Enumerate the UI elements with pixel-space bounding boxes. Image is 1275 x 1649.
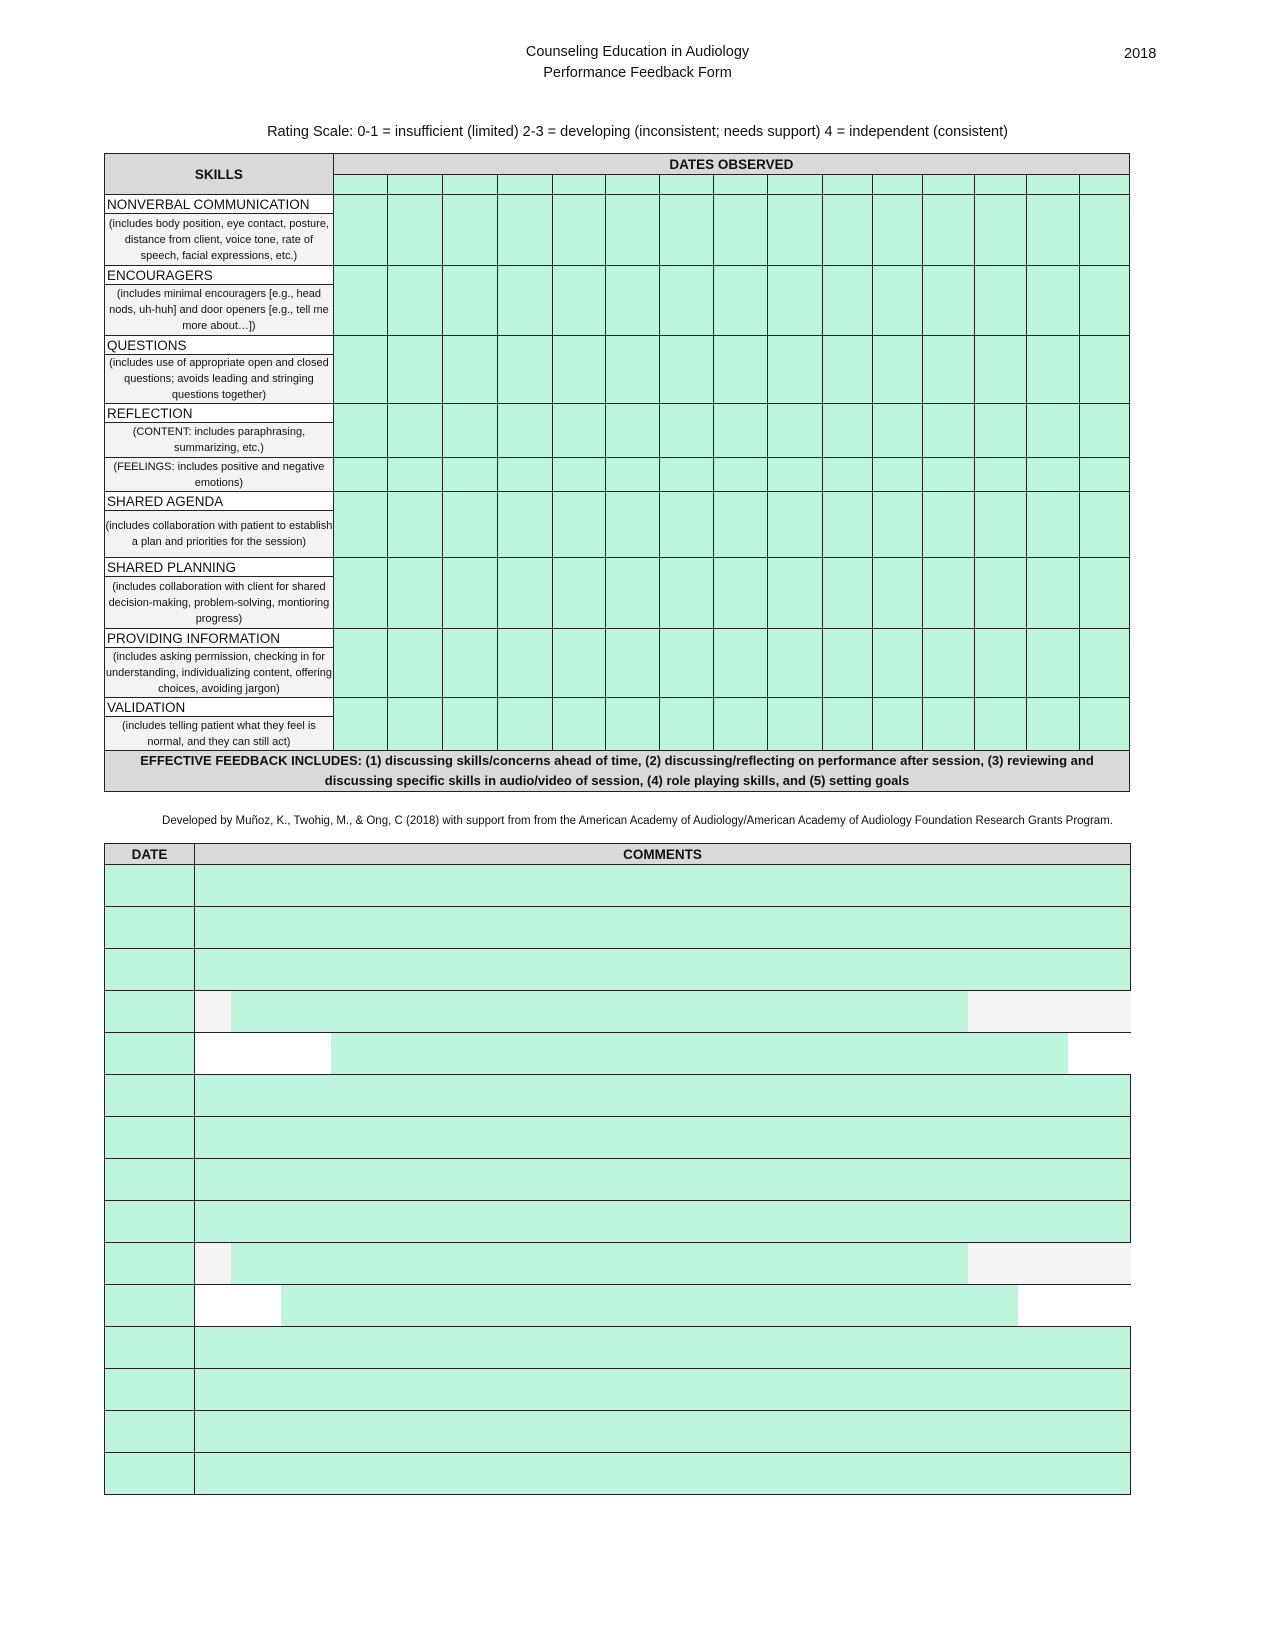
rating-cell[interactable] [975,336,1027,404]
comment-cell[interactable] [195,1033,1131,1075]
rating-cell[interactable] [923,698,975,751]
comment-cell[interactable] [195,1411,1131,1453]
rating-cell[interactable] [333,266,387,336]
rating-cell[interactable] [333,492,387,558]
rating-cell[interactable] [605,266,659,336]
cell-shading [195,991,231,1032]
rating-cell[interactable] [333,336,387,404]
comments-header: COMMENTS [195,844,1131,865]
date-observed-cell[interactable] [605,175,659,195]
form-title [0,42,1275,84]
rating-cell[interactable] [660,629,714,698]
credit-line: Developed by Muñoz, K., Twohig, M., & Ong, C (2018) with support from from the American Academy of Audiology/American Academy of Audiology Foundation Research Grants Program. [162,815,1113,827]
rating-cell[interactable] [714,404,768,458]
rating-cell[interactable] [388,266,443,336]
rating-cell[interactable] [975,698,1027,751]
rating-cell[interactable] [1027,558,1079,629]
rating-cell[interactable] [498,492,552,558]
rating-cell[interactable] [923,458,975,492]
rating-cell[interactable] [923,266,975,336]
rating-cell[interactable] [714,698,768,751]
cell-shading [968,991,1131,1032]
comment-cell[interactable] [195,949,1131,991]
rating-cell[interactable] [552,558,605,629]
rating-cell[interactable] [388,404,443,458]
skill-name: QUESTIONS [105,336,334,355]
rating-cell[interactable] [498,336,552,404]
comment-cell[interactable] [195,991,1131,1033]
rating-cell[interactable] [768,336,822,404]
rating-cell[interactable] [975,195,1027,266]
date-observed-cell[interactable] [443,175,498,195]
skill-description: (includes use of appropriate open and closed questions; avoids leading and stringing questions together) [105,355,334,404]
skill-description: (includes body position, eye contact, posture, distance from client, voice tone, rate of speech, facial expressions, etc.) [105,214,334,266]
date-observed-cell[interactable] [975,175,1027,195]
rating-cell[interactable] [660,492,714,558]
rating-cell[interactable] [333,698,387,751]
skills-table [104,153,1130,792]
rating-cell[interactable] [552,492,605,558]
skill-name: SHARED PLANNING [105,558,334,577]
date-observed-cell[interactable] [822,175,872,195]
skill-name: REFLECTION [105,404,334,423]
skill-name: PROVIDING INFORMATION [105,629,334,648]
rating-cell[interactable] [768,629,822,698]
rating-cell[interactable] [822,492,872,558]
rating-cell[interactable] [1079,336,1129,404]
cell-shading [968,1243,1131,1284]
rating-cell[interactable] [768,195,822,266]
rating-cell[interactable] [714,492,768,558]
rating-cell[interactable] [1027,266,1079,336]
rating-cell[interactable] [443,629,498,698]
cell-shading [1018,1285,1131,1326]
comment-date-cell[interactable] [105,1075,195,1117]
date-observed-cell[interactable] [714,175,768,195]
cell-shading [195,1285,281,1326]
rating-cell[interactable] [975,629,1027,698]
rating-cell[interactable] [552,195,605,266]
rating-cell[interactable] [605,336,659,404]
rating-cell[interactable] [605,629,659,698]
rating-cell[interactable] [333,629,387,698]
comment-cell[interactable] [195,1369,1131,1411]
cell-shading [1068,1033,1131,1074]
rating-cell[interactable] [1079,698,1129,751]
comment-cell[interactable] [195,1075,1131,1117]
date-observed-cell[interactable] [872,175,922,195]
rating-cell[interactable] [822,698,872,751]
rating-cell[interactable] [660,698,714,751]
rating-cell[interactable] [498,404,552,458]
rating-cell[interactable] [388,492,443,558]
skill-description: (includes collaboration with patient to establish a plan and priorities for the session) [105,511,334,558]
rating-cell[interactable] [923,195,975,266]
date-header: DATE [105,844,195,865]
skill-name: SHARED AGENDA [105,492,334,511]
title-line-1: Counseling Education in Audiology [525,44,750,60]
rating-cell[interactable] [498,195,552,266]
skill-description: (includes minimal encouragers [e.g., head nods, uh-huh] and door openers [e.g., tell me more about…]) [105,285,334,336]
rating-cell[interactable] [1079,266,1129,336]
comment-date-cell[interactable] [105,907,195,949]
rating-cell[interactable] [714,629,768,698]
comment-date-cell[interactable] [105,1327,195,1369]
rating-cell[interactable] [443,404,498,458]
rating-cell[interactable] [605,698,659,751]
rating-cell[interactable] [1027,492,1079,558]
rating-cell[interactable] [498,266,552,336]
rating-cell[interactable] [388,629,443,698]
skill-description: (CONTENT: includes paraphrasing, summarizing, etc.) [105,423,334,458]
rating-cell[interactable] [822,195,872,266]
rating-cell[interactable] [923,492,975,558]
rating-cell[interactable] [768,698,822,751]
rating-cell[interactable] [552,336,605,404]
date-observed-cell[interactable] [498,175,552,195]
date-observed-cell[interactable] [388,175,443,195]
rating-cell[interactable] [872,266,922,336]
comment-cell[interactable] [195,1201,1131,1243]
rating-cell[interactable] [714,195,768,266]
rating-cell[interactable] [1079,492,1129,558]
comment-date-cell[interactable] [105,1159,195,1201]
rating-cell[interactable] [714,266,768,336]
rating-cell[interactable] [660,336,714,404]
rating-cell[interactable] [975,458,1027,492]
comment-cell[interactable] [195,1285,1131,1327]
rating-cell[interactable] [768,266,822,336]
form-year: 2018 [1124,46,1157,62]
rating-cell[interactable] [333,404,387,458]
rating-cell[interactable] [1027,195,1079,266]
rating-cell[interactable] [1027,629,1079,698]
skill-description: (includes asking permission, checking in for understanding, individualizing content, offering choices, avoiding jargon) [105,648,334,698]
rating-cell[interactable] [388,336,443,404]
rating-cell[interactable] [388,698,443,751]
cell-shading [195,1033,331,1074]
rating-cell[interactable] [498,629,552,698]
rating-cell[interactable] [605,558,659,629]
comment-date-cell[interactable] [105,1411,195,1453]
dates-observed-header: DATES OBSERVED [333,154,1129,175]
rating-cell[interactable] [1079,558,1129,629]
rating-cell[interactable] [498,698,552,751]
rating-cell[interactable] [660,266,714,336]
date-observed-cell[interactable] [1079,175,1129,195]
rating-cell[interactable] [923,629,975,698]
rating-cell[interactable] [498,558,552,629]
date-observed-cell[interactable] [768,175,822,195]
comment-date-cell[interactable] [105,1201,195,1243]
rating-cell[interactable] [872,404,922,458]
rating-cell[interactable] [714,458,768,492]
comment-date-cell[interactable] [105,1453,195,1495]
rating-cell[interactable] [923,336,975,404]
rating-cell[interactable] [443,195,498,266]
skills-header: SKILLS [105,154,334,195]
rating-cell[interactable] [768,458,822,492]
rating-cell[interactable] [443,492,498,558]
rating-cell[interactable] [1079,195,1129,266]
effective-feedback-note: EFFECTIVE FEEDBACK INCLUDES: (1) discussing skills/concerns ahead of time, (2) discussing/reflecting on performance after session, (3) reviewing and discussing specific skills in audio/video of session, (4) role playing skills, and (5) setting goals [105,751,1130,792]
date-observed-cell[interactable] [552,175,605,195]
rating-cell[interactable] [872,558,922,629]
comment-cell[interactable] [195,1117,1131,1159]
cell-shading [195,1243,231,1284]
comment-cell[interactable] [195,1159,1131,1201]
rating-cell[interactable] [1027,336,1079,404]
comment-cell[interactable] [195,865,1131,907]
comment-date-cell[interactable] [105,1033,195,1075]
rating-cell[interactable] [822,458,872,492]
rating-cell[interactable] [714,558,768,629]
rating-cell[interactable] [388,458,443,492]
skill-description: (includes telling patient what they feel is normal, and they can still act) [105,717,334,751]
comment-date-cell[interactable] [105,865,195,907]
rating-cell[interactable] [443,698,498,751]
date-observed-cell[interactable] [333,175,387,195]
comment-cell[interactable] [195,1243,1131,1285]
comment-cell[interactable] [195,1327,1131,1369]
rating-cell[interactable] [872,698,922,751]
comment-date-cell[interactable] [105,949,195,991]
comment-cell[interactable] [195,907,1131,949]
rating-cell[interactable] [872,629,922,698]
rating-cell[interactable] [443,336,498,404]
rating-cell[interactable] [605,492,659,558]
rating-cell[interactable] [605,404,659,458]
rating-cell[interactable] [768,404,822,458]
date-observed-cell[interactable] [923,175,975,195]
rating-cell[interactable] [660,195,714,266]
rating-cell[interactable] [660,404,714,458]
rating-cell[interactable] [443,266,498,336]
rating-cell[interactable] [443,558,498,629]
comment-date-cell[interactable] [105,1285,195,1327]
comment-date-cell[interactable] [105,991,195,1033]
rating-cell[interactable] [552,266,605,336]
rating-cell[interactable] [388,195,443,266]
rating-cell[interactable] [975,558,1027,629]
rating-cell[interactable] [768,558,822,629]
rating-cell[interactable] [822,266,872,336]
rating-cell[interactable] [872,195,922,266]
rating-cell[interactable] [822,404,872,458]
rating-cell[interactable] [1027,458,1079,492]
rating-cell[interactable] [605,458,659,492]
rating-cell[interactable] [333,458,387,492]
rating-cell[interactable] [498,458,552,492]
date-observed-cell[interactable] [660,175,714,195]
rating-cell[interactable] [872,458,922,492]
rating-cell[interactable] [1079,629,1129,698]
rating-cell[interactable] [605,195,659,266]
rating-cell[interactable] [552,629,605,698]
title-line-2: Performance Feedback Form [543,65,732,81]
skill-name: VALIDATION [105,698,334,717]
comment-date-cell[interactable] [105,1369,195,1411]
rating-cell[interactable] [333,558,387,629]
rating-cell[interactable] [822,336,872,404]
comment-date-cell[interactable] [105,1117,195,1159]
rating-cell[interactable] [660,558,714,629]
skill-name: ENCOURAGERS [105,266,334,285]
rating-cell[interactable] [768,492,822,558]
comment-date-cell[interactable] [105,1243,195,1285]
rating-cell[interactable] [975,492,1027,558]
skill-description: (includes collaboration with client for shared decision-making, problem-solving, montioring progress) [105,577,334,629]
rating-cell[interactable] [923,558,975,629]
rating-cell[interactable] [872,336,922,404]
rating-cell[interactable] [822,558,872,629]
rating-cell[interactable] [552,404,605,458]
rating-cell[interactable] [1079,458,1129,492]
rating-cell[interactable] [552,698,605,751]
rating-cell[interactable] [1027,698,1079,751]
rating-cell[interactable] [923,404,975,458]
rating-cell[interactable] [975,404,1027,458]
comments-table [104,843,1131,1495]
rating-cell[interactable] [975,266,1027,336]
rating-cell[interactable] [552,458,605,492]
rating-cell[interactable] [660,458,714,492]
rating-cell[interactable] [443,458,498,492]
rating-cell[interactable] [714,336,768,404]
rating-cell[interactable] [822,629,872,698]
comment-cell[interactable] [195,1453,1131,1495]
skill-name: NONVERBAL COMMUNICATION [105,195,334,214]
date-observed-cell[interactable] [1027,175,1079,195]
rating-cell[interactable] [333,195,387,266]
rating-scale: Rating Scale: 0-1 = insufficient (limited) 2-3 = developing (inconsistent; needs support) 4 = independent (consistent) [267,124,1008,140]
rating-cell[interactable] [872,492,922,558]
skill-description: (FEELINGS: includes positive and negative emotions) [105,458,334,492]
rating-cell[interactable] [388,558,443,629]
rating-cell[interactable] [1079,404,1129,458]
rating-cell[interactable] [1027,404,1079,458]
